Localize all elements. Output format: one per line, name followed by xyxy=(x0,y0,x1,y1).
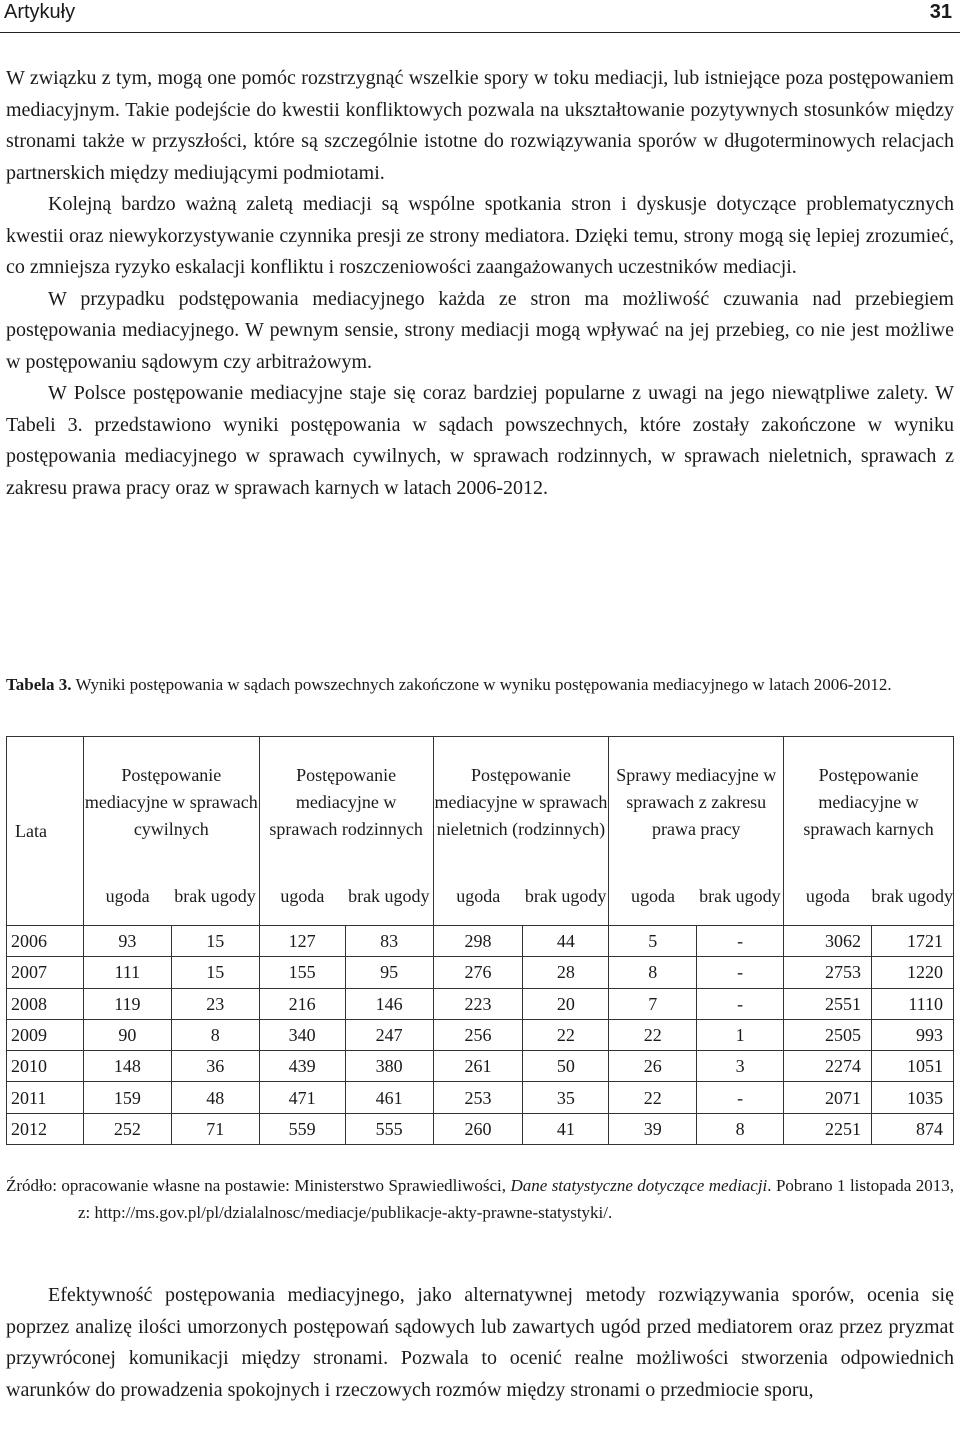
source-title: Dane statystyczne dotyczące mediacji xyxy=(510,1176,768,1195)
table-cell: 2274 xyxy=(784,1051,872,1082)
table-cell: 3062 xyxy=(784,926,872,957)
table-cell: 380 xyxy=(345,1051,433,1082)
table-cell: 2753 xyxy=(784,957,872,988)
column-group-header: Postępowanie mediacyjne w sprawach karnych xyxy=(784,737,954,868)
paragraph: W związku z tym, mogą one pomóc rozstrzygnąć wszelkie spory w toku mediacji, lub istniejące poza postępowaniem mediacyjnym. Takie podejście do kwestii konfliktowych pozwala na ukształtowanie pozytywnych stosunków między stronami także w przyszłości, które są szczególnie istotne do rozwiązywania sporów w długoterminowych relacjach partnerskich między mediującymi podmiotami. xyxy=(6,67,954,184)
paragraph: W Polsce postępowanie mediacyjne staje się coraz bardziej popularne z uwagi na jego niewątpliwe zalety. W Tabeli 3. przedstawiono wyniki postępowania w sądach powszechnych, które zostały zakończone w wyniku postępowania mediacyjnego w sprawach cywilnych, w sprawach rodzinnych, w sprawach nieletnich, sprawach z zakresu prawa pracy oraz w sprawach karnych w latach 2006-2012. xyxy=(6,382,954,499)
table-cell: 340 xyxy=(259,1019,345,1050)
table-row xyxy=(7,988,954,1019)
table-cell: 44 xyxy=(523,926,609,957)
table-cell: 8 xyxy=(609,957,697,988)
table-subheader-row xyxy=(7,867,954,926)
table-cell: 471 xyxy=(259,1082,345,1113)
table-cell: 93 xyxy=(83,926,171,957)
table-row xyxy=(7,926,954,957)
table-body xyxy=(7,926,954,1145)
subheader-ugoda: ugoda xyxy=(83,867,171,926)
table-row xyxy=(7,957,954,988)
table-cell: 1035 xyxy=(872,1082,954,1113)
table-row xyxy=(7,1082,954,1113)
table-cell: 148 xyxy=(83,1051,171,1082)
table-cell-year: 2006 xyxy=(7,926,84,957)
paragraph: W przypadku podstępowania mediacyjnego każda ze stron ma możliwość czuwania nad przebiegiem postępowania mediacyjnego. W pewnym sensie, strony mediacji mogą wpływać na jej przebieg, co nie jest możliwe w postępowaniu sądowym czy arbitrażowym. xyxy=(6,287,954,373)
table-cell: 36 xyxy=(171,1051,259,1082)
table-cell: 146 xyxy=(345,988,433,1019)
table-cell-year: 2007 xyxy=(7,957,84,988)
table-cell: 119 xyxy=(83,988,171,1019)
paragraph: Efektywność postępowania mediacyjnego, jako alternatywnej metody rozwiązywania sporów, ocenia się poprzez analizę ilości umorzonych postępowań sądowych lub zawartych ugód przed mediatorem oraz przez pryzmat przywróconej komunikacji między stronami. Pozwala to ocenić realne możliwości stworzenia odpowiednich warunków do prowadzenia spokojnych i rzeczowych rozmów między stronami o przedmiocie sporu, xyxy=(6,1284,954,1401)
table-cell: - xyxy=(697,1082,784,1113)
table-cell: 39 xyxy=(609,1113,697,1144)
table-cell: 41 xyxy=(523,1113,609,1144)
source-suffix: . Pobrano 1 listopada 2013, z: http://ms.gov.pl/pl/dzialalnosc/mediacje/publikacje-akty-prawne-statystyki/. xyxy=(78,1176,955,1222)
table-cell: 95 xyxy=(345,957,433,988)
table-caption-label: Tabela 3. xyxy=(6,675,72,694)
table-cell: 71 xyxy=(171,1113,259,1144)
subheader-ugoda: ugoda xyxy=(433,867,523,926)
table-cell: 155 xyxy=(259,957,345,988)
table-cell: 1 xyxy=(697,1019,784,1050)
table-cell: 993 xyxy=(872,1019,954,1050)
table-cell: 3 xyxy=(697,1051,784,1082)
results-table xyxy=(6,736,954,1145)
body-text-top xyxy=(6,63,954,504)
section-title: Artykuły xyxy=(4,1,76,23)
column-group-header: Postępowanie mediacyjne w sprawach rodzinnych xyxy=(259,737,433,868)
table-row xyxy=(7,1051,954,1082)
table-cell: 559 xyxy=(259,1113,345,1144)
table-cell: 2251 xyxy=(784,1113,872,1144)
table-cell: 35 xyxy=(523,1082,609,1113)
subheader-brak-ugody: brak ugody xyxy=(872,867,954,926)
table-cell-year: 2008 xyxy=(7,988,84,1019)
subheader-ugoda: ugoda xyxy=(784,867,872,926)
table-cell: 874 xyxy=(872,1113,954,1144)
table-cell: 555 xyxy=(345,1113,433,1144)
table-cell: 216 xyxy=(259,988,345,1019)
table-cell: 15 xyxy=(171,957,259,988)
table-cell: 256 xyxy=(433,1019,523,1050)
column-group-header: Postępowanie mediacyjne w sprawach nieletnich (rodzinnych) xyxy=(433,737,609,868)
table-cell: 22 xyxy=(609,1019,697,1050)
table-source-note xyxy=(6,1172,954,1226)
table-cell: 159 xyxy=(83,1082,171,1113)
table-cell: 28 xyxy=(523,957,609,988)
table-cell-year: 2011 xyxy=(7,1082,84,1113)
paragraph: Kolejną bardzo ważną zaletą mediacji są wspólne spotkania stron i dyskusje dotyczące problematycznych kwestii oraz niewykorzystywanie czynnika presji ze strony mediatora. Dzięki temu, strony mogą się lepiej zrozumieć, co zmniejsza ryzyko eskalacji konfliktu i roszczeniowości zaangażowanych uczestników mediacji. xyxy=(6,193,954,278)
table-cell: 22 xyxy=(523,1019,609,1050)
running-header xyxy=(0,0,960,33)
subheader-ugoda: ugoda xyxy=(609,867,697,926)
table-cell: 276 xyxy=(433,957,523,988)
table-cell: 127 xyxy=(259,926,345,957)
table-cell: 83 xyxy=(345,926,433,957)
table-row xyxy=(7,1113,954,1144)
table-cell: 23 xyxy=(171,988,259,1019)
table-cell: 439 xyxy=(259,1051,345,1082)
table-cell: 261 xyxy=(433,1051,523,1082)
table-cell: 48 xyxy=(171,1082,259,1113)
table-cell: 111 xyxy=(83,957,171,988)
table-cell: 2505 xyxy=(784,1019,872,1050)
table-caption-text: Wyniki postępowania w sądach powszechnych zakończone w wyniku postępowania mediacyjnego w latach 2006-2012. xyxy=(71,675,892,694)
table-caption xyxy=(6,673,954,697)
table-cell: 461 xyxy=(345,1082,433,1113)
column-group-header: Sprawy mediacyjne w sprawach z zakresu prawa pracy xyxy=(609,737,784,868)
table-cell: 1220 xyxy=(872,957,954,988)
table-cell: 2551 xyxy=(784,988,872,1019)
table-header-row xyxy=(7,737,954,868)
table-cell-year: 2009 xyxy=(7,1019,84,1050)
table-row xyxy=(7,1019,954,1050)
table-cell: 8 xyxy=(697,1113,784,1144)
table-cell-year: 2012 xyxy=(7,1113,84,1144)
table-cell: 26 xyxy=(609,1051,697,1082)
table-cell: 253 xyxy=(433,1082,523,1113)
table-cell: - xyxy=(697,957,784,988)
subheader-brak-ugody: brak ugody xyxy=(171,867,259,926)
column-header-year: Lata xyxy=(7,737,84,926)
subheader-ugoda: ugoda xyxy=(259,867,345,926)
source-prefix: Źródło: opracowanie własne na postawie: Ministerstwo Sprawiedliwości, xyxy=(6,1176,511,1195)
table-cell: 15 xyxy=(171,926,259,957)
table-cell: 247 xyxy=(345,1019,433,1050)
table-cell: 1721 xyxy=(872,926,954,957)
table-cell: - xyxy=(697,988,784,1019)
table-cell: 50 xyxy=(523,1051,609,1082)
table-cell: 22 xyxy=(609,1082,697,1113)
table-cell: 223 xyxy=(433,988,523,1019)
table-cell-year: 2010 xyxy=(7,1051,84,1082)
table-cell: 90 xyxy=(83,1019,171,1050)
table-cell: 252 xyxy=(83,1113,171,1144)
subheader-brak-ugody: brak ugody xyxy=(345,867,433,926)
table-cell: 1110 xyxy=(872,988,954,1019)
subheader-brak-ugody: brak ugody xyxy=(523,867,609,926)
table-cell: 1051 xyxy=(872,1051,954,1082)
page-number: 31 xyxy=(929,1,952,23)
column-group-header: Postępowanie mediacyjne w sprawach cywilnych xyxy=(83,737,259,868)
table-cell: 7 xyxy=(609,988,697,1019)
table-cell: 298 xyxy=(433,926,523,957)
subheader-brak-ugody: brak ugody xyxy=(697,867,784,926)
table-cell: - xyxy=(697,926,784,957)
table-cell: 2071 xyxy=(784,1082,872,1113)
table-cell: 5 xyxy=(609,926,697,957)
body-text-bottom xyxy=(6,1280,954,1406)
table-cell: 8 xyxy=(171,1019,259,1050)
table-cell: 260 xyxy=(433,1113,523,1144)
table-cell: 20 xyxy=(523,988,609,1019)
